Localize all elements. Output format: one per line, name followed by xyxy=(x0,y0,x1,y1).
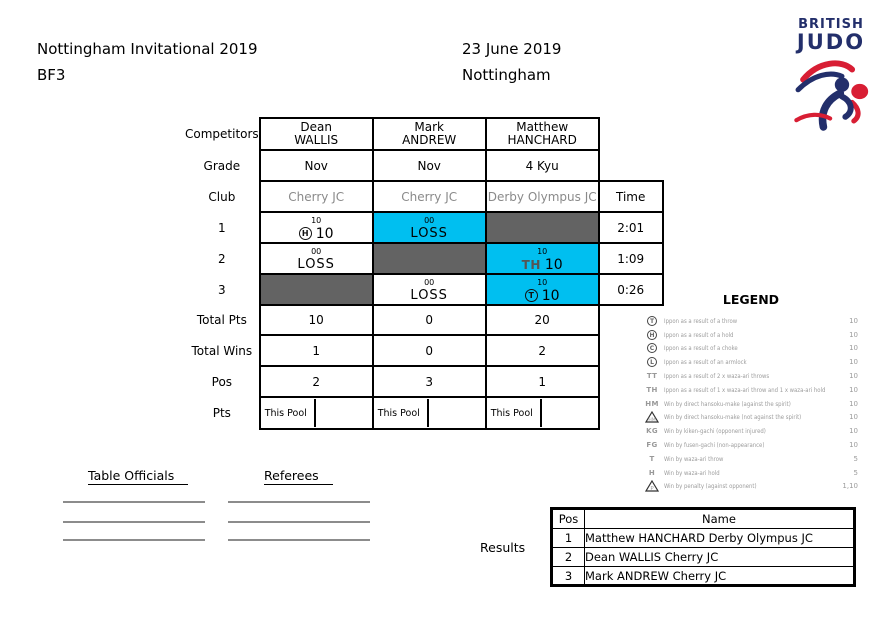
event-title: Nottingham Invitational 2019 xyxy=(37,40,258,58)
competitor-name-cell: Mark ANDREW xyxy=(373,118,486,150)
total-wins-cell: 2 xyxy=(486,335,599,366)
results-row xyxy=(552,529,855,548)
logo-text-british: BRITISH xyxy=(798,17,864,32)
event-date: 23 June 2019 xyxy=(462,40,562,58)
penalty-triangle-icon xyxy=(640,480,664,492)
waza-score: 10 xyxy=(311,215,322,225)
signature-line xyxy=(228,521,370,523)
waza-score: 10 xyxy=(537,277,548,287)
competitor-name-cell: Dean WALLIS xyxy=(260,118,373,150)
waza-score: 00 xyxy=(424,215,435,225)
grade-cell: 4 Kyu xyxy=(486,150,599,181)
choke-ippon-circle-icon: C xyxy=(647,343,657,353)
ippon-hold-circle-icon: H xyxy=(299,227,312,240)
match-time-cell: 0:26 xyxy=(599,274,663,305)
results-table xyxy=(550,507,856,587)
match-cell-loss: 00 LOSS xyxy=(373,212,486,243)
result-pos: 1 xyxy=(552,529,585,548)
position-cell: 2 xyxy=(260,366,373,397)
match-cell-loss: 00 LOSS xyxy=(373,274,486,305)
legend-item: FG Win by fusen-gachi (non-appearance) 10 xyxy=(646,441,858,450)
legend-item: HM Win by direct hansoku-make (against the spirit) 10 xyxy=(645,399,858,408)
total-pts-cell: 20 xyxy=(486,305,599,335)
results-header-pos: Pos xyxy=(552,509,585,529)
legend xyxy=(640,292,862,493)
row-label-total-pts: Total Pts xyxy=(196,313,247,327)
legend-item: HM Win by direct hansoku-make (not against the spirit) 10 xyxy=(640,411,862,425)
event-category: BF3 xyxy=(37,66,66,84)
legend-item: TT Ippon as a result of 2 x waza-ari throws 10 xyxy=(646,372,858,381)
pts-empty-box xyxy=(429,399,485,427)
signature-line xyxy=(63,501,205,503)
row-label-match-3: 3 xyxy=(218,282,226,297)
signature-line xyxy=(63,539,205,541)
t-symbol: T xyxy=(649,454,655,463)
row-label-match-2: 2 xyxy=(218,251,226,266)
row-label-grade: Grade xyxy=(203,158,241,173)
result-name: Dean WALLIS Cherry JC xyxy=(585,548,855,567)
row-label-match-1: 1 xyxy=(218,220,226,235)
time-column-header: Time xyxy=(599,181,663,212)
total-pts-cell: 0 xyxy=(373,305,486,335)
legend-item: H Win by waza-ari hold 5 xyxy=(648,468,858,477)
club-cell: Derby Olympus JC xyxy=(486,181,599,212)
h-symbol: H xyxy=(648,468,656,477)
match-cell-win: 10 TH 10 xyxy=(486,243,599,274)
match-cell-win: 10 T 10 xyxy=(486,274,599,305)
hm-triangle-icon xyxy=(640,411,664,423)
event-date-block xyxy=(462,36,561,88)
legend-item: T Win by waza-ari throw 5 xyxy=(649,454,858,463)
result-name: Mark ANDREW Cherry JC xyxy=(585,567,855,586)
legend-item: C Ippon as a result of a choke 10 xyxy=(640,342,862,356)
armlock-ippon-circle-icon: L xyxy=(647,357,657,367)
row-label-pos: Pos xyxy=(211,374,233,389)
total-wins-cell: 0 xyxy=(373,335,486,366)
signature-line xyxy=(63,521,205,523)
grade-cell: Nov xyxy=(373,150,486,181)
pts-empty-box xyxy=(316,399,372,427)
british-judo-logo xyxy=(792,18,870,136)
event-location: Nottingham xyxy=(462,66,551,84)
this-pool-label: This Pool xyxy=(374,399,430,427)
results-label: Results xyxy=(480,540,526,555)
match-cell-win: 10 H 10 xyxy=(260,212,373,243)
waza-score: 00 xyxy=(424,277,435,287)
row-label-pts: Pts xyxy=(212,406,231,420)
signature-line xyxy=(228,501,370,503)
results-header-name: Name xyxy=(585,509,855,529)
row-label-competitors: Competitors xyxy=(185,127,259,141)
match-time-cell: 1:09 xyxy=(599,243,663,274)
signature-line xyxy=(228,539,370,541)
position-cell: 1 xyxy=(486,366,599,397)
pool-table xyxy=(185,117,664,430)
row-label-total-wins: Total Wins xyxy=(191,343,253,358)
result-name: Matthew HANCHARD Derby Olympus JC xyxy=(585,529,855,548)
position-cell: 3 xyxy=(373,366,486,397)
legend-item: KG Win by kiken-gachi (opponent injured) 10 xyxy=(646,427,858,436)
results-row xyxy=(552,548,855,567)
waza-score: 10 xyxy=(537,246,548,256)
result-pos: 3 xyxy=(552,567,585,586)
results-row xyxy=(552,567,855,586)
referees-heading: Referees xyxy=(264,468,333,485)
legend-item: T Ippon as a result of a throw 10 xyxy=(640,314,862,328)
tt-symbol: TT xyxy=(646,372,658,381)
throw-ippon-circle-icon: T xyxy=(647,316,657,326)
kg-symbol: KG xyxy=(646,427,658,436)
pts-empty-box xyxy=(542,399,598,427)
hm-symbol: HM xyxy=(645,399,659,408)
club-cell: Cherry JC xyxy=(260,181,373,212)
club-cell: Cherry JC xyxy=(373,181,486,212)
legend-item: L Ippon as a result of an armlock 10 xyxy=(640,355,862,369)
match-time-cell: 2:01 xyxy=(599,212,663,243)
table-officials-heading: Table Officials xyxy=(88,468,188,485)
legend-title: LEGEND xyxy=(722,292,780,307)
match-cell-blocked xyxy=(486,212,599,243)
judoka-figure-icon xyxy=(793,56,869,132)
svg-text:P: P xyxy=(650,486,654,493)
pts-cell xyxy=(260,397,373,429)
result-pos: 2 xyxy=(552,548,585,567)
ippon-throw-hold-symbol: TH xyxy=(521,257,541,272)
this-pool-label: This Pool xyxy=(261,399,317,427)
total-pts-cell: 10 xyxy=(260,305,373,335)
event-title-block xyxy=(37,36,258,88)
pts-cell xyxy=(486,397,599,429)
fg-symbol: FG xyxy=(646,441,658,450)
legend-item: H Ippon as a result of a hold 10 xyxy=(640,328,862,342)
legend-item: P Win by penalty (against opponent) 1,10 xyxy=(640,480,862,494)
legend-item: TH Ippon as a result of 1 x waza-ari throw and 1 x waza-ari hold 10 xyxy=(646,385,858,394)
logo-text-judo: JUDO xyxy=(796,30,866,54)
match-cell-loss: 00 LOSS xyxy=(260,243,373,274)
pts-cell xyxy=(373,397,486,429)
th-symbol: TH xyxy=(646,385,658,394)
ippon-throw-circle-icon: T xyxy=(525,289,538,302)
match-cell-blocked xyxy=(260,274,373,305)
total-wins-cell: 1 xyxy=(260,335,373,366)
waza-score: 00 xyxy=(311,246,322,256)
competitor-name-cell: Matthew HANCHARD xyxy=(486,118,599,150)
row-label-club: Club xyxy=(208,189,236,204)
hold-ippon-circle-icon: H xyxy=(647,330,657,340)
grade-cell: Nov xyxy=(260,150,373,181)
match-cell-blocked xyxy=(373,243,486,274)
svg-text:HM: HM xyxy=(648,418,656,424)
this-pool-label: This Pool xyxy=(487,399,543,427)
